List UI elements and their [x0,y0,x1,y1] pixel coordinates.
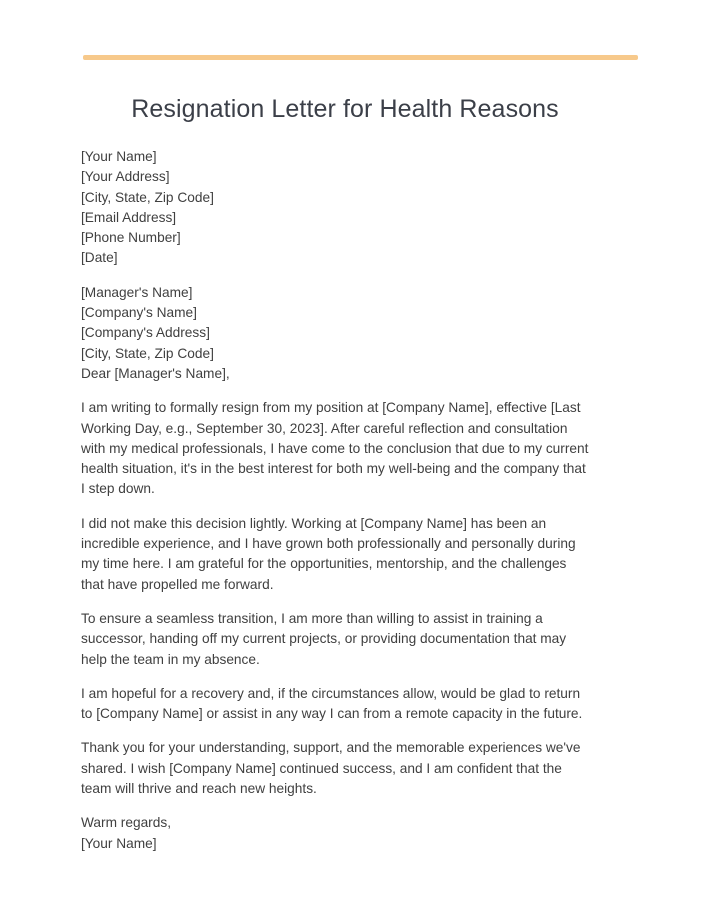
sender-email: [Email Address] [81,209,177,225]
paragraph [81,738,621,799]
recipient-address: [Company's Address] [81,325,210,341]
paragraph-line: I did not make this decision lightly. Working at [Company Name] has been an [81,515,547,531]
paragraph-line: I am writing to formally resign from my position at [Company Name], effective [Last [81,400,581,416]
sender-block [81,147,621,269]
paragraph-line: I am hopeful for a recovery and, if the circumstances allow, would be glad to return [81,685,581,701]
paragraph [81,514,621,595]
sender-name: [Your Name] [81,149,157,164]
paragraph-line: I step down. [81,481,155,497]
paragraph-line: successor, handing off my current projects, or providing documentation that may [81,631,567,647]
accent-bar [83,55,638,60]
paragraph-line: incredible experience, and I have grown both professionally and personally during [81,536,576,552]
paragraph [81,398,621,499]
sender-address: [Your Address] [81,169,170,185]
recipient-city: [City, State, Zip Code] [81,345,214,361]
signature: [Your Name] [81,835,157,851]
sender-city: [City, State, Zip Code] [81,189,214,205]
letter-date: [Date] [81,250,118,266]
paragraph-line: Working Day, e.g., September 30, 2023]. After careful reflection and consultation [81,420,568,436]
paragraph-line: To ensure a seamless transition, I am more than willing to assist in training a [81,610,543,626]
paragraph [81,609,621,670]
salutation: Dear [Manager's Name], [81,365,230,381]
paragraph-line: team will thrive and reach new heights. [81,781,317,797]
paragraph-line: that have propelled me forward. [81,576,274,592]
recipient-name: [Manager's Name] [81,284,193,300]
closing-block [81,813,621,854]
paragraph-line: Thank you for your understanding, support, and the memorable experiences we've [81,740,581,756]
paragraph-line: shared. I wish [Company Name] continued success, and I am confident that the [81,760,562,776]
closing: Warm regards, [81,815,171,831]
paragraph-line: help the team in my absence. [81,651,260,667]
sender-phone: [Phone Number] [81,230,181,246]
paragraph-line: health situation, it's in the best interest for both my well-being and the company that [81,461,586,477]
paragraph-line: to [Company Name] or assist in any way I can from a remote capacity in the future. [81,706,583,722]
recipient-block [81,283,621,384]
paragraph [81,684,621,725]
document-title: Resignation Letter for Health Reasons [131,95,559,123]
letter-body [81,147,621,854]
paragraph-line: with my medical professionals, I have come to the conclusion that due to my current [81,440,589,456]
paragraph-line: my time here. I am grateful for the opportunities, mentorship, and the challenges [81,556,567,572]
recipient-company: [Company's Name] [81,305,197,321]
